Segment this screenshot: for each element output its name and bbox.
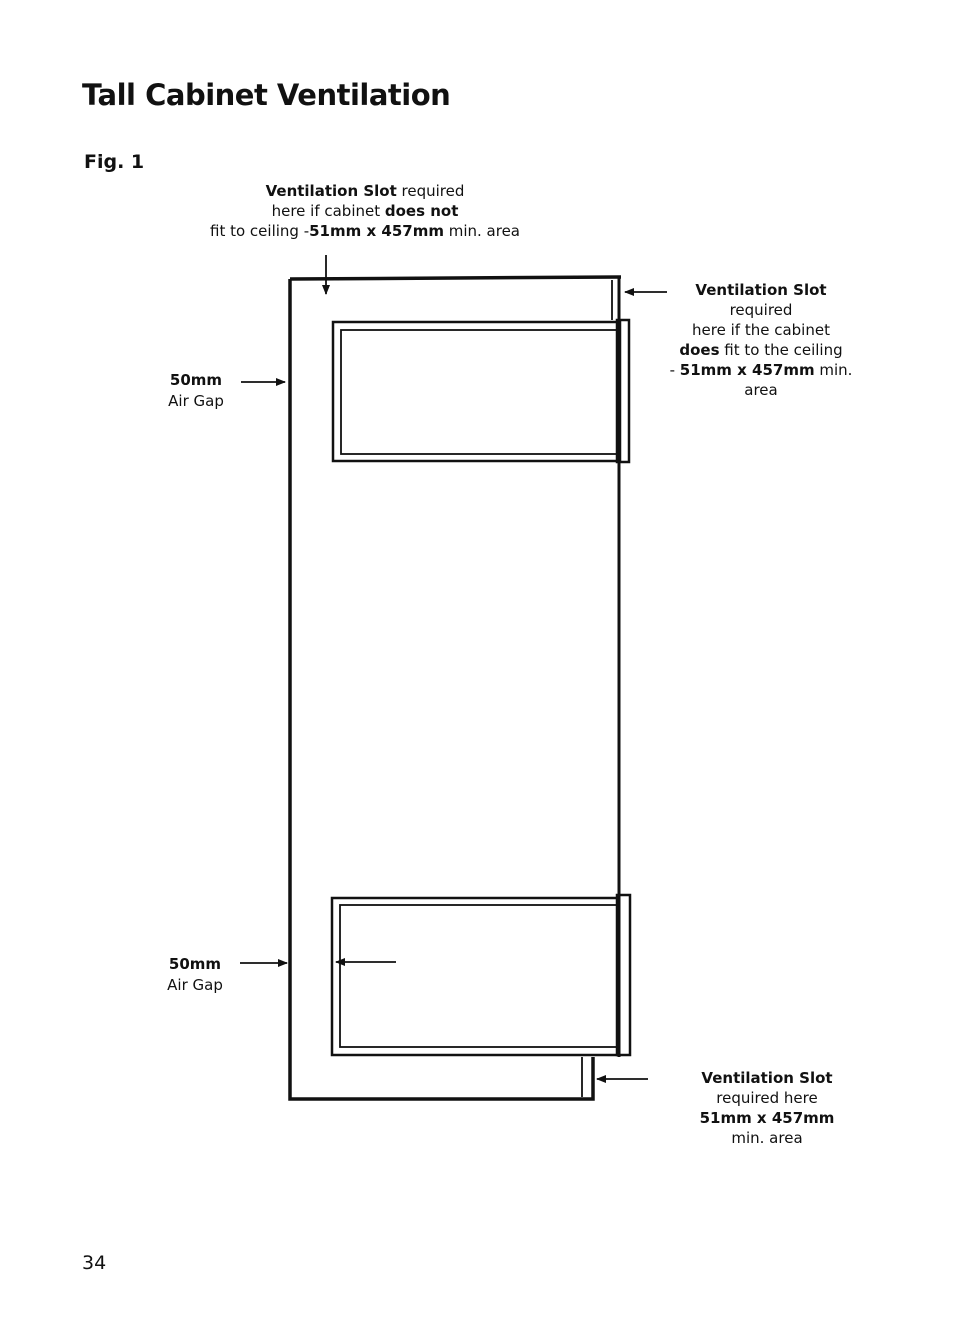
right-note-text-5: area — [744, 381, 778, 399]
cabinet-outline — [290, 279, 593, 1099]
bottom-appliance-box — [332, 898, 619, 1055]
top-note-text-1: required — [396, 182, 465, 200]
right-note-text-1: required — [729, 301, 793, 319]
page-number: 34 — [82, 1252, 107, 1274]
top-note-text-4: min. area — [443, 222, 520, 240]
top-air-gap-text: Air Gap — [168, 392, 224, 410]
bottom-note-text-2: min. area — [731, 1129, 803, 1147]
right-note-slot-label: Ventilation Slot — [695, 281, 827, 299]
page-title: Tall Cabinet Ventilation — [82, 78, 451, 112]
right-note-text-4: min. — [814, 361, 853, 379]
right-note-text-2: here if the cabinet — [692, 321, 830, 339]
bottom-air-gap-size: 50mm — [168, 955, 222, 973]
top-note-dimension: 51mm x 457mm — [309, 222, 444, 240]
right-note-dimension: 51mm x 457mm — [679, 361, 815, 379]
right-note-dash: - — [669, 361, 680, 379]
bottom-note-dimension: 51mm x 457mm — [699, 1109, 835, 1127]
top-note-condition: does not — [384, 202, 459, 220]
top-note-text-3: fit to ceiling - — [210, 222, 310, 240]
top-appliance-inner — [341, 330, 617, 454]
bottom-air-gap-text: Air Gap — [167, 976, 223, 994]
right-note-text-3: fit to the ceiling — [719, 341, 843, 359]
right-note-condition: does — [679, 341, 720, 359]
figure-label: Fig. 1 — [84, 151, 145, 173]
cabinet-top-edge — [290, 277, 621, 279]
bottom-note-text-1: required here — [716, 1089, 818, 1107]
top-appliance-box — [333, 322, 620, 461]
top-note-text-2: here if cabinet — [271, 202, 385, 220]
top-air-gap-size: 50mm — [169, 371, 223, 389]
bottom-note-slot-label: Ventilation Slot — [701, 1069, 833, 1087]
bottom-appliance-inner — [340, 905, 619, 1047]
top-note-slot-label: Ventilation Slot — [265, 182, 397, 200]
